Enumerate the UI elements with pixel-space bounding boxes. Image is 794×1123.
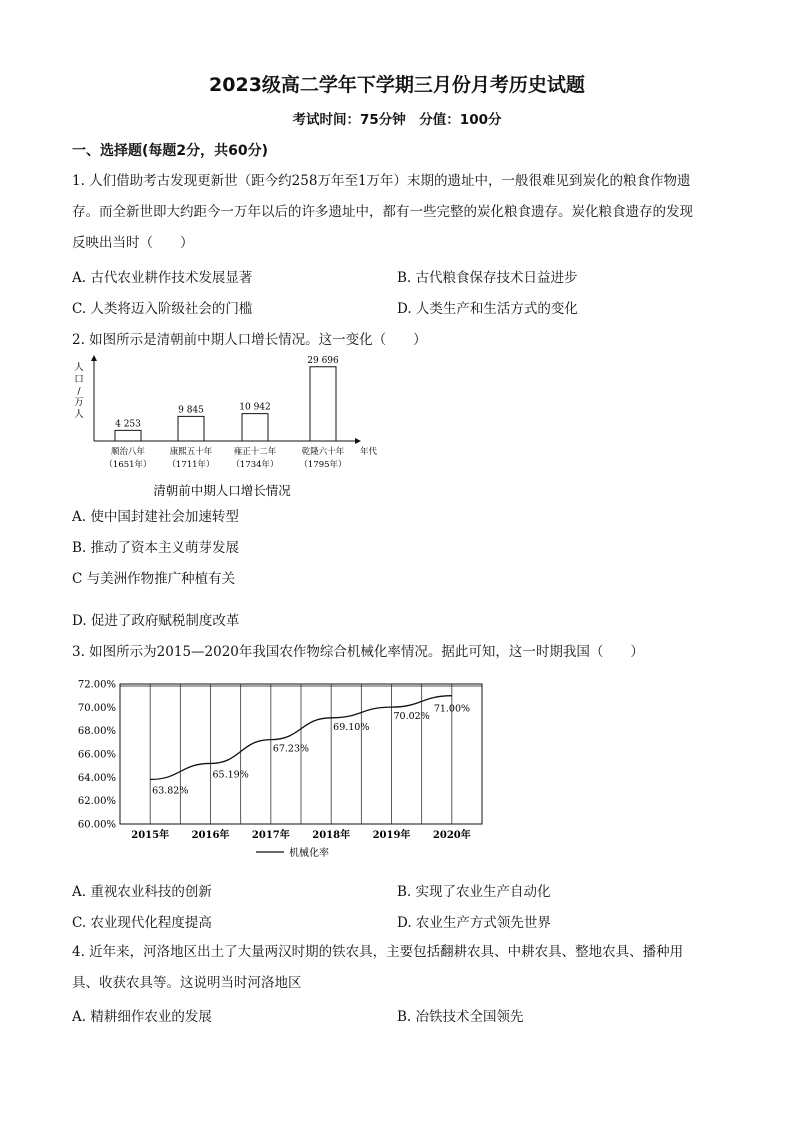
- question-1-line-1: 1. 人们借助考古发现更新世（距今约258万年至1万年）末期的遗址中，一般很难见到炭化的粮食作物遗: [72, 173, 691, 189]
- chart1-value-label: 4 253: [115, 419, 141, 430]
- chart2-value-labels: [152, 704, 470, 797]
- chart1-category-label: 康熙五十年: [169, 447, 213, 457]
- chart2-xtick-label: 2016年: [191, 830, 230, 841]
- chart2-xtick-label: 2015年: [131, 830, 170, 841]
- chart1-category-year: （1651年）: [104, 460, 152, 470]
- chart2-xtick-label: 2020年: [432, 830, 471, 841]
- chart1-ylabel-char: /: [77, 386, 81, 397]
- chart1-ylabel-char: 人: [74, 362, 84, 373]
- chart2-ytick-label: 68.00%: [77, 726, 116, 738]
- chart1-category-year: （1711年）: [167, 460, 215, 470]
- chart1-ylabel-char: 人: [74, 409, 84, 420]
- chart2-value-label: 71.00%: [433, 703, 471, 715]
- q2-option-d: D. 促进了政府赋税制度改革: [72, 613, 240, 629]
- page-title: 2023级高二学年下学期三月份月考历史试题: [209, 74, 585, 96]
- question-1-line-2: 存。而全新世即大约距今一万年以后的许多遗址中，都有一些完整的炭化粮食遗存。炭化粮食遗存的发现: [72, 204, 693, 220]
- q3-option-c: C. 农业现代化程度提高: [72, 915, 212, 931]
- q3-option-b: B. 实现了农业生产自动化: [397, 884, 551, 900]
- chart2-ytick-label: 66.00%: [77, 749, 116, 761]
- q1-option-d: D. 人类生产和生活方式的变化: [397, 301, 578, 317]
- chart1-ylabel-char: 口: [74, 374, 84, 385]
- question-4-line-2: 具、收获农具等。这说明当时河洛地区: [72, 975, 302, 991]
- q1-option-a: A. 古代农业耕作技术发展显著: [72, 270, 253, 286]
- question-2-stem: 2. 如图所示是清朝前中期人口增长情况。这一变化（ ）: [72, 332, 427, 348]
- mechanization-line-chart: [70, 672, 500, 867]
- chart2-xtick-label: 2018年: [312, 830, 351, 841]
- chart1-category-label: 顺治八年: [110, 447, 146, 457]
- chart1-category-labels: [104, 446, 346, 470]
- q1-option-c: C. 人类将迈入阶级社会的门槛: [72, 301, 253, 317]
- chart2-ytick-label: 70.00%: [77, 702, 116, 714]
- chart2-ytick-label: 62.00%: [77, 796, 116, 808]
- chart1-value-label: 29 696: [307, 355, 339, 366]
- chart1-y-arrow: [91, 355, 97, 361]
- chart1-bars: [115, 367, 336, 441]
- chart1-ylabel: [74, 361, 84, 420]
- q2-option-b: B. 推动了资本主义萌芽发展: [72, 540, 240, 556]
- chart1-bar: [242, 414, 268, 441]
- chart1-category-label: 雍正十二年: [233, 447, 277, 457]
- chart1-title: 清朝前中期人口增长情况: [153, 483, 291, 498]
- chart2-xtick-labels: [131, 828, 471, 841]
- question-1-line-3: 反映出当时（ ）: [72, 235, 194, 251]
- chart2-legend-label: 机械化率: [289, 848, 329, 859]
- chart1-xaxis-label: 年代: [360, 447, 378, 457]
- chart1-x-arrow: [355, 438, 361, 444]
- chart2-ytick-label: 60.00%: [77, 819, 116, 831]
- chart1-category-year: （1795年）: [299, 460, 347, 470]
- chart2-value-label: 67.23%: [272, 743, 310, 755]
- chart2-xtick-label: 2017年: [251, 830, 290, 841]
- chart1-value-label: 10 942: [239, 402, 271, 413]
- chart2-ytick-labels: [78, 680, 116, 831]
- q3-option-d: D. 农业生产方式领先世界: [397, 915, 551, 931]
- chart1-value-labels: [115, 356, 339, 430]
- chart2-value-label: 65.19%: [212, 769, 249, 781]
- chart2-ytick-label: 64.00%: [77, 772, 116, 784]
- chart2-value-label: 69.10%: [333, 721, 370, 733]
- chart1-value-label: 9 845: [178, 405, 204, 416]
- question-4-line-1: 4. 近年来，河洛地区出土了大量两汉时期的铁农具，主要包括翻耕农具、中耕农具、整地农具、播种用: [72, 944, 684, 960]
- chart1-ylabel-char: 万: [74, 397, 84, 408]
- q4-option-b: B. 冶铁技术全国领先: [397, 1009, 524, 1025]
- q4-option-a: A. 精耕细作农业的发展: [72, 1009, 212, 1025]
- section-heading: 一、选择题(每题2分，共60分): [72, 143, 269, 159]
- question-3-stem: 3. 如图所示为2015—2020年我国农作物综合机械化率情况。据此可知，这一时期我国（ ）: [72, 644, 644, 660]
- chart2-xtick-label: 2019年: [372, 830, 411, 841]
- chart1-bar: [178, 416, 204, 441]
- q1-option-b: B. 古代粮食保存技术日益进步: [397, 270, 578, 286]
- chart2-value-label: 63.82%: [152, 785, 189, 797]
- chart1-category-label: 乾隆六十年: [301, 447, 345, 457]
- q2-option-c: C 与美洲作物推广种植有关: [72, 571, 236, 587]
- q2-option-a: A. 使中国封建社会加速转型: [72, 509, 239, 525]
- chart1-bar: [115, 430, 141, 441]
- chart1-bar: [310, 367, 336, 441]
- chart2-value-label: 70.02%: [393, 711, 430, 723]
- population-bar-chart: [72, 355, 392, 503]
- q3-option-a: A. 重视农业科技的创新: [72, 884, 212, 900]
- chart1-category-year: （1734年）: [231, 460, 279, 470]
- exam-info: 考试时间：75分钟 分值：100分: [292, 112, 502, 128]
- chart2-ytick-label: 72.00%: [77, 679, 116, 691]
